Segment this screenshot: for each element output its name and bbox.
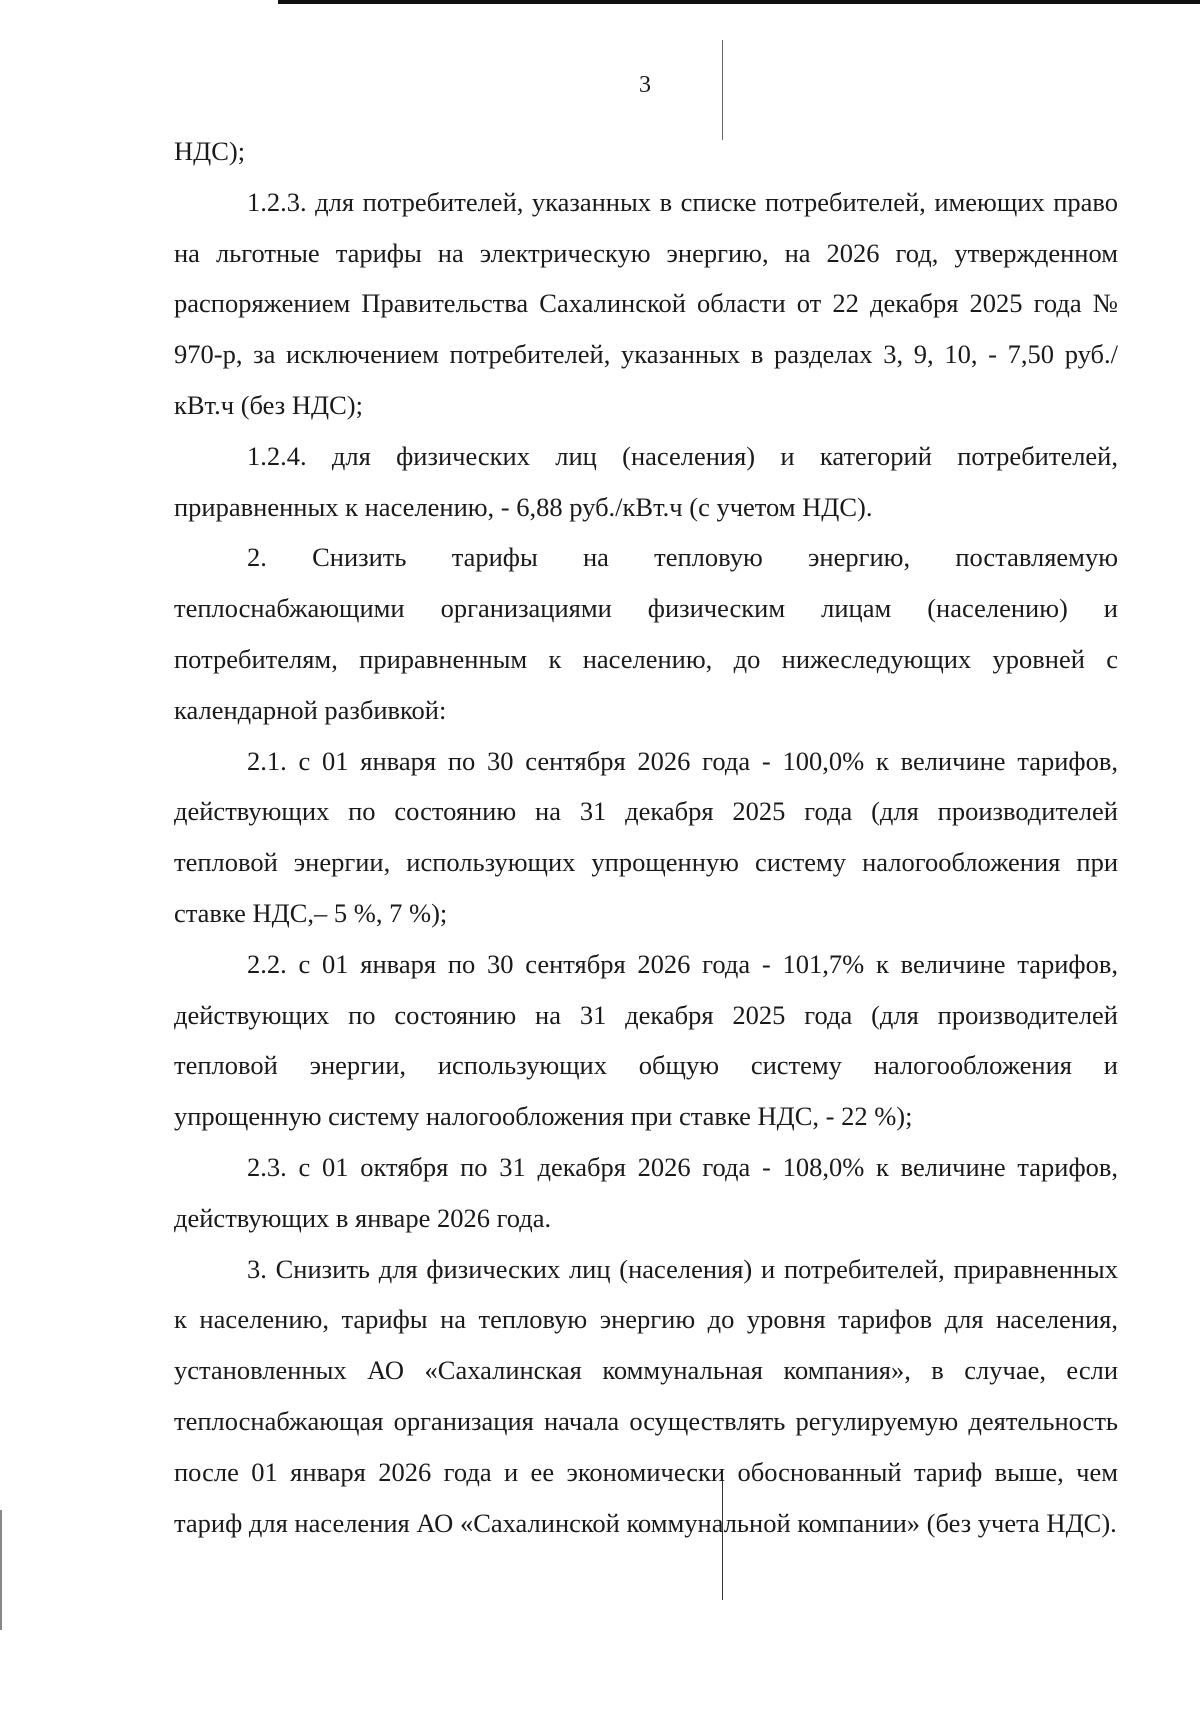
- paragraph: 3. Снизить для физических лиц (населения) и потребителей, приравненных к населению, тарифы на тепловую энергию до уровня тарифов для населения, установленных АО «Сахалинская коммунальная компания», в случае, если теплоснабжающая организация начала осуществлять регулируемую деятельность после 01 января 2026 года и ее экономически обоснованный тариф выше, чем тариф для населения АО «Сахалинской коммунальной компании» (без учета НДС).: [174, 1253, 1118, 1538]
- paragraph: 1.2.3. для потребителей, указанных в списке потребителей, имеющих право на льготные тарифы на электрическую энергию, на 2026 год, утвержденном распоряжением Правительства Сахалинской области от 22 декабря 2025 года № 970-р, за исключением потребителей, указанных в разделах 3, 9, 10, - 7,50 руб./кВт.ч (без НДС);: [174, 186, 1118, 420]
- page-number: 3: [639, 72, 651, 98]
- paragraph: НДС);: [174, 136, 246, 166]
- paragraph: 2.1. с 01 января по 30 сентября 2026 года - 100,0% к величине тарифов, действующих по состоянию на 31 декабря 2025 года (для производителей тепловой энергии, использующих упрощенную систему налогообложения при ставке НДС,– 5 %, 7 %);: [174, 745, 1118, 928]
- paragraph: 1.2.4. для физических лиц (населения) и категорий потребителей, приравненных к населению, - 6,88 руб./кВт.ч (с учетом НДС).: [174, 440, 1118, 522]
- paragraph: 2. Снизить тарифы на тепловую энергию, поставляемую теплоснабжающими организациями физическим лицам (населению) и потребителям, приравненным к населению, до нижеследующих уровней с календарной разбивкой:: [174, 542, 1118, 725]
- scan-edge-line: [278, 0, 1200, 4]
- scan-edge-line-left: [0, 1510, 2, 1630]
- paragraph: 2.2. с 01 января по 30 сентября 2026 года - 101,7% к величине тарифов, действующих по состоянию на 31 декабря 2025 года (для производителей тепловой энергии, использующих общую систему налогообложения и упрощенную систему налогообложения при ставке НДС, - 22 %);: [174, 948, 1118, 1132]
- document-body: [174, 126, 1118, 1548]
- paragraph: 2.3. с 01 октября по 31 декабря 2026 года - 108,0% к величине тарифов, действующих в январе 2026 года.: [174, 1151, 1118, 1233]
